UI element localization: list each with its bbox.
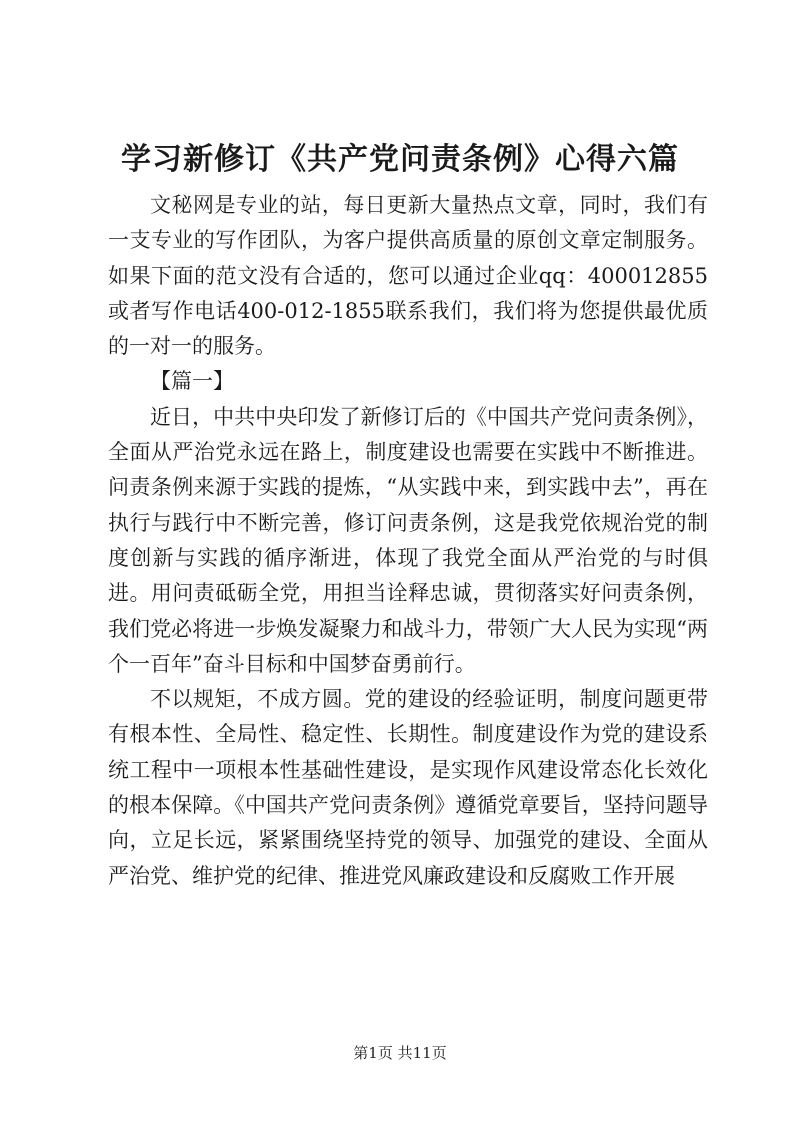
body-paragraph-1: 近日，中共中央印发了新修订后的《中国共产党问责条例》，全面从严治党永远在路上，制度建设也需要在实践中不断推进。问责条例来源于实践的提炼，“从实践中来，到实践中去”，再在执行与践行中不断完善，修订问责条例，这是我党依规治党的制度创新与实践的循序渐进，体现了我党全面从严治党的与时俱进。用问责砥砺全党，用担当诠释忠诚，贯彻落实好问责条例，我们党必将进一步焕发凝聚力和战斗力，带领广大人民为实现“两个一百年”奋斗目标和中国梦奋勇前行。 (108, 404, 708, 676)
intro-paragraph: 文秘网是专业的站，每日更新大量热点文章，同时，我们有一支专业的写作团队，为客户提供高质量的原创文章定制服务。如果下面的范文没有合适的，您可以通过企业qq：400012855或者写作电话400-012-1855联系我们，我们将为您提供最优质的一对一的服务。 (108, 193, 708, 359)
document-title: 学习新修订《共产党问责条例》心得六篇 (121, 142, 679, 177)
body-paragraph-2: 不以规矩，不成方圆。党的建设的经验证明，制度问题更带有根本性、全局性、稳定性、长期性。制度建设作为党的建设系统工程中一项根本性基础性建设，是实现作风建设常态化长效化的根本保障。《中国共产党问责条例》遵循党章要旨，坚持问题导向，立足长远，紧紧围绕坚持党的领导、加强党的建设、全面从严治党、维护党的纪律、推进党风廉政建设和反腐败工作开展 (108, 687, 708, 888)
page-footer: 第1页 共11页 (353, 1044, 447, 1062)
section-heading: 【篇一】 (150, 369, 234, 394)
document-body (108, 188, 708, 894)
